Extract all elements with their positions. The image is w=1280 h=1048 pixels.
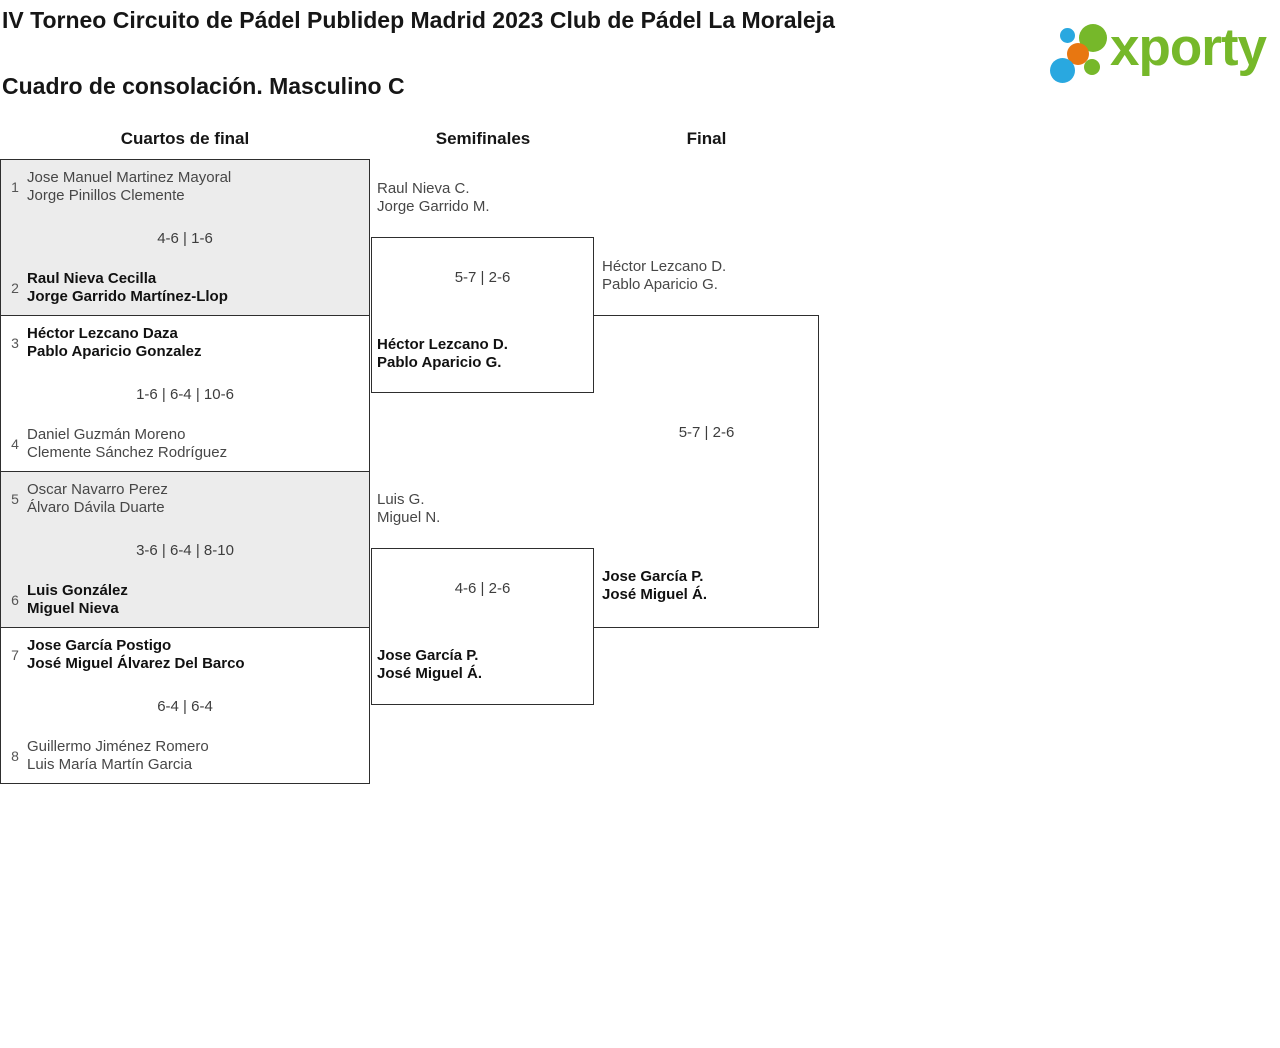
player-name: Jorge Garrido M. bbox=[377, 198, 490, 215]
team-pair bbox=[27, 582, 128, 618]
team-pair bbox=[602, 258, 726, 294]
team-pair bbox=[377, 647, 482, 683]
player-name: Pablo Aparicio Gonzalez bbox=[27, 343, 202, 360]
page-title: IV Torneo Circuito de Pádel Publidep Madrid 2023 Club de Pádel La Moraleja bbox=[2, 7, 835, 33]
seed-number: 3 bbox=[11, 335, 19, 351]
xporty-logo[interactable] bbox=[1046, 14, 1276, 110]
match-score: 3-6 | 6-4 | 8-10 bbox=[136, 542, 234, 559]
player-name: José Miguel Álvarez Del Barco bbox=[27, 655, 245, 672]
player-name: Guillermo Jiménez Romero bbox=[27, 738, 209, 755]
player-name: Jorge Garrido Martínez-Llop bbox=[27, 288, 228, 305]
logo-wordmark: xporty bbox=[1110, 18, 1266, 77]
team-pair bbox=[602, 568, 707, 604]
player-name: Miguel N. bbox=[377, 509, 441, 526]
quarterfinal-match-1 bbox=[0, 159, 370, 316]
player-name: Héctor Lezcano D. bbox=[602, 258, 727, 275]
team-pair bbox=[27, 426, 227, 462]
player-name: José Miguel Á. bbox=[602, 586, 708, 603]
page-subtitle: Cuadro de consolación. Masculino C bbox=[2, 73, 405, 99]
team-pair bbox=[27, 270, 228, 306]
round-header-quarterfinals: Cuartos de final bbox=[120, 129, 250, 148]
player-name: Daniel Guzmán Moreno bbox=[27, 426, 186, 443]
quarterfinal-match-4 bbox=[0, 627, 370, 784]
player-name: Jose Manuel Martinez Mayoral bbox=[27, 169, 232, 186]
seed-number: 2 bbox=[11, 280, 19, 296]
match-score: 5-7 | 2-6 bbox=[678, 424, 735, 441]
match-score: 5-7 | 2-6 bbox=[454, 269, 511, 286]
seed-number: 5 bbox=[11, 491, 19, 507]
match-score: 4-6 | 2-6 bbox=[454, 580, 511, 597]
team-pair bbox=[377, 336, 508, 372]
match-score: 1-6 | 6-4 | 10-6 bbox=[136, 386, 234, 403]
seed-number: 6 bbox=[11, 592, 19, 608]
team-pair bbox=[377, 491, 440, 527]
player-name: Jose García P. bbox=[377, 647, 479, 664]
logo-dot-blue-small-icon bbox=[1060, 28, 1075, 43]
team-pair bbox=[377, 180, 490, 216]
player-name: José Miguel Á. bbox=[377, 665, 483, 682]
team-pair bbox=[27, 637, 245, 673]
player-name: Luis G. bbox=[377, 491, 425, 508]
match-score: 6-4 | 6-4 bbox=[157, 698, 213, 715]
player-name: Luis María Martín Garcia bbox=[27, 756, 193, 773]
logo-dot-green-small-icon bbox=[1084, 59, 1100, 75]
player-name: Clemente Sánchez Rodríguez bbox=[27, 444, 228, 461]
seed-number: 1 bbox=[11, 179, 19, 195]
player-name: Héctor Lezcano D. bbox=[377, 336, 508, 353]
player-name: Héctor Lezcano Daza bbox=[27, 325, 178, 342]
player-name: Jose García P. bbox=[602, 568, 704, 585]
player-name: Jose García Postigo bbox=[27, 637, 172, 654]
quarterfinal-match-3 bbox=[0, 471, 370, 628]
player-name: Pablo Aparicio G. bbox=[602, 276, 718, 293]
player-name: Raul Nieva Cecilla bbox=[27, 270, 157, 287]
player-name: Jorge Pinillos Clemente bbox=[27, 187, 185, 204]
player-name: Álvaro Dávila Duarte bbox=[27, 499, 165, 516]
seed-number: 7 bbox=[11, 647, 19, 663]
player-name: Miguel Nieva bbox=[27, 600, 119, 617]
player-name: Raul Nieva C. bbox=[377, 180, 470, 197]
player-name: Pablo Aparicio G. bbox=[377, 354, 502, 371]
team-pair bbox=[27, 738, 209, 774]
player-name: Luis González bbox=[27, 582, 128, 599]
team-pair bbox=[27, 169, 231, 205]
seed-number: 8 bbox=[11, 748, 19, 764]
round-header-final: Final bbox=[686, 129, 727, 148]
round-header-semifinals: Semifinales bbox=[435, 129, 531, 148]
team-pair bbox=[27, 325, 201, 361]
logo-dot-blue-large-icon bbox=[1050, 58, 1075, 83]
team-pair bbox=[27, 481, 168, 517]
player-name: Oscar Navarro Perez bbox=[27, 481, 168, 498]
seed-number: 4 bbox=[11, 436, 19, 452]
match-score: 4-6 | 1-6 bbox=[157, 230, 213, 247]
quarterfinal-match-2 bbox=[0, 315, 370, 472]
